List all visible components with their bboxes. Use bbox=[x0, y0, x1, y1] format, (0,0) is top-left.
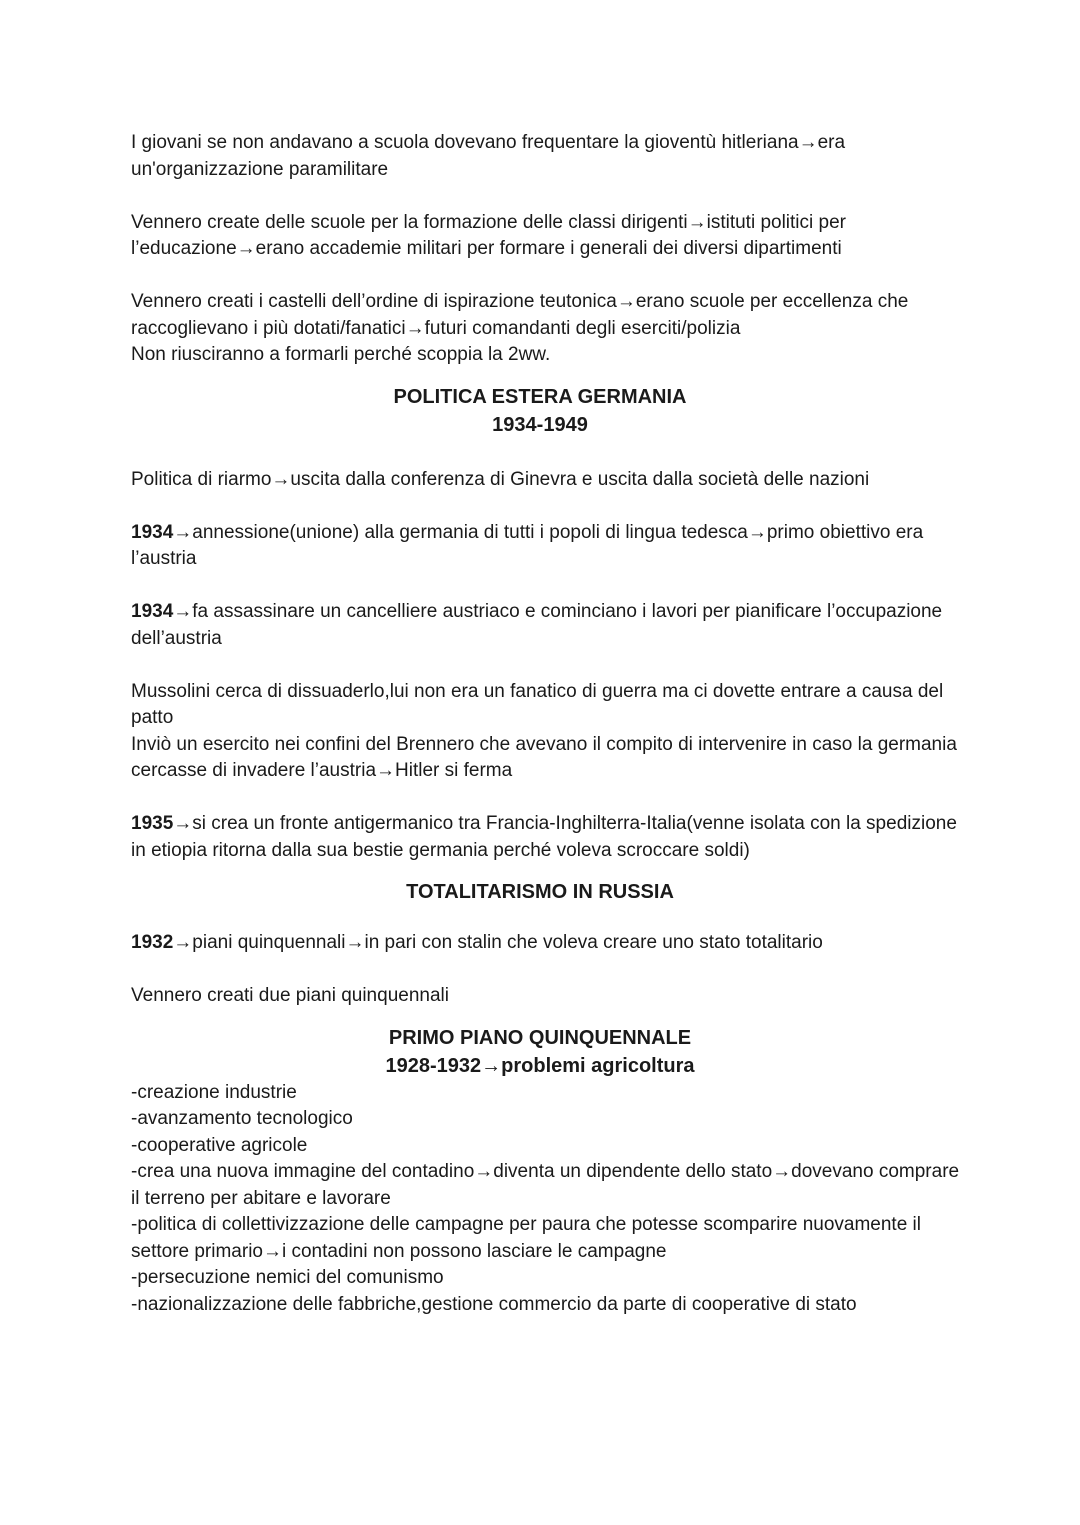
heading-totalitarismo-russia: TOTALITARISMO IN RUSSIA bbox=[406, 881, 674, 903]
event-1934-annessione bbox=[131, 520, 961, 573]
paragraph-castles: Vennero creati i castelli dell’ordine di ispirazione teutonica→erano scuole per eccellenza che raccoglievano i più dotati/fanatici→futuri comandanti degli eserciti/polizia bbox=[131, 291, 909, 339]
list-item: -politica di collettivizzazione delle campagne per paura che potesse scomparire nuovamente il settore primario→i contadini non possono lasciare le campagne bbox=[131, 1214, 921, 1262]
event-text: →fa assassinare un cancelliere austriaco e cominciano i lavori per pianificare l’occupazione dell’austria bbox=[131, 601, 943, 649]
paragraph-due-piani: Vennero creati due piani quinquennali bbox=[131, 985, 449, 1006]
heading-primo-piano-years: 1928-1932→problemi agricoltura bbox=[385, 1054, 695, 1077]
heading-primo-piano: PRIMO PIANO QUINQUENNALE bbox=[388, 1026, 692, 1049]
event-year: 1932 bbox=[131, 932, 174, 953]
event-1934-cancelliere bbox=[131, 599, 961, 652]
list-item: -crea una nuova immagine del contadino→diventa un dipendente dello stato→dovevano comprare il terreno per abitare e lavorare bbox=[131, 1161, 960, 1209]
heading-politica-estera-years: 1934-1949 bbox=[492, 413, 588, 436]
event-1935-fronte bbox=[131, 811, 961, 864]
primo-piano-list bbox=[131, 1080, 961, 1319]
event-text: →annessione(unione) alla germania di tutti i popoli di lingua tedesca→primo obiettivo era l’austria bbox=[131, 521, 924, 569]
document-body bbox=[131, 130, 961, 1318]
event-year: 1934 bbox=[131, 521, 174, 543]
event-text: →piani quinquennali→in pari con stalin che voleva creare uno stato totalitario bbox=[173, 932, 823, 953]
heading-politica-estera: POLITICA ESTERA GERMANIA bbox=[393, 385, 687, 408]
event-year: 1934 bbox=[131, 601, 174, 622]
paragraph-mussolini: Mussolini cerca di dissuaderlo,lui non era un fanatico di guerra ma ci dovette entrare a causa del patto bbox=[131, 680, 944, 728]
list-item: -persecuzione nemici del comunismo bbox=[131, 1267, 444, 1288]
event-1932-piani bbox=[131, 930, 961, 957]
paragraph-schools: Vennero create delle scuole per la formazione delle classi dirigenti→istituti politici per l’educazione→erano accademie militari per formare i generali dei diversi dipartimenti bbox=[131, 211, 846, 259]
event-text: →si crea un fronte antigermanico tra Francia-Inghilterra-Italia(venne isolata con la spedizione in etiopia ritorna dalla sua bestie germania perché voleva scroccare soldi) bbox=[131, 813, 957, 861]
paragraph-riarmo: Politica di riarmo→uscita dalla conferenza di Ginevra e uscita dalla società delle nazioni bbox=[131, 468, 870, 490]
paragraph-2ww: Non riusciranno a formarli perché scoppia la 2ww. bbox=[131, 344, 551, 365]
event-year: 1935 bbox=[131, 813, 174, 834]
list-item: -nazionalizzazione delle fabbriche,gestione commercio da parte di cooperative di stato bbox=[131, 1293, 857, 1315]
list-item: -avanzamento tecnologico bbox=[131, 1108, 353, 1129]
list-item: -cooperative agricole bbox=[131, 1134, 308, 1156]
list-item: -creazione industrie bbox=[131, 1081, 297, 1103]
paragraph-hitler-youth: I giovani se non andavano a scuola dovevano frequentare la gioventù hitleriana→era un'organizzazione paramilitare bbox=[131, 132, 846, 180]
paragraph-brennero: Inviò un esercito nei confini del Brennero che avevano il compito di intervenire in caso la germania cercasse di invadere l’austria→Hitler si ferma bbox=[131, 733, 957, 781]
